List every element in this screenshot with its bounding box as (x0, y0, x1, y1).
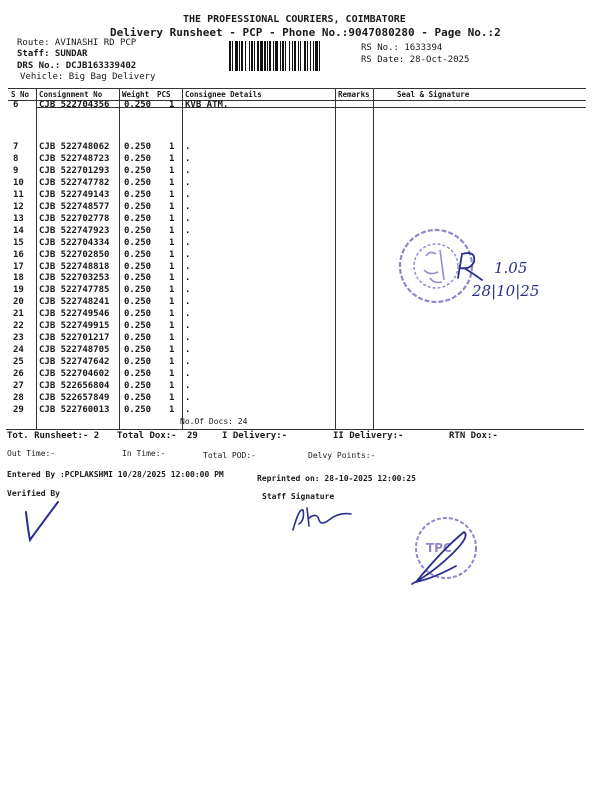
reprinted-on: Reprinted on: 28-10-2025 12:00:25 (257, 474, 416, 483)
svg-text:TPC: TPC (426, 541, 452, 555)
cell-sno: 25 (13, 357, 24, 368)
cell-sno: 28 (13, 392, 24, 403)
tot-runsheet: Tot. Runsheet:- 2 (7, 431, 100, 441)
table-row (0, 142, 590, 154)
table-row (0, 238, 590, 250)
cell-sno: 26 (13, 369, 24, 380)
cell-sno: 11 (13, 189, 24, 200)
cell-weight: 0.250 (124, 345, 152, 356)
cell-pcs: 1 (169, 357, 175, 368)
table-row (0, 154, 590, 166)
cell-weight: 0.250 (124, 285, 152, 296)
cell-pcs: 1 (169, 100, 175, 110)
cell-consignment: CJB 522760013 (39, 404, 110, 415)
col-header-consignee: Consignee Details (185, 90, 262, 99)
cell-sno: 21 (13, 309, 24, 320)
cell-sno: 23 (13, 333, 24, 344)
rtn-dox: RTN Dox:- (449, 431, 498, 441)
staff-signature (285, 500, 357, 536)
cell-weight: 0.250 (124, 213, 152, 224)
table-row (0, 393, 590, 405)
cell-consignee: . (185, 153, 191, 164)
cell-pcs: 1 (169, 249, 175, 260)
cell-sno: 17 (13, 261, 24, 272)
cell-weight: 0.250 (124, 321, 152, 332)
cell-weight: 0.250 (124, 153, 152, 164)
i-delivery: I Delivery:- (222, 431, 288, 441)
cell-pcs: 1 (169, 369, 175, 380)
delvy-points: Delvy Points:- (308, 451, 376, 460)
cell-consignee: . (185, 381, 191, 391)
cell-sno: 20 (13, 297, 24, 308)
cell-sno: 19 (13, 285, 24, 296)
handwritten-weight: 1.05 (494, 259, 528, 277)
cell-sno: 22 (13, 321, 24, 332)
cell-consignee: . (185, 189, 191, 200)
cell-pcs: 1 (169, 261, 175, 272)
cell-pcs: 1 (169, 225, 175, 236)
cell-pcs: 1 (169, 142, 175, 152)
cell-sno: 12 (13, 201, 24, 212)
cell-consignment: CJB 522701217 (39, 333, 110, 344)
cell-sno: 13 (13, 213, 24, 224)
cell-consignee: . (185, 213, 191, 224)
cell-pcs: 1 (169, 404, 175, 415)
cell-weight: 0.250 (124, 201, 152, 212)
table-row (0, 357, 590, 369)
cell-pcs: 1 (169, 381, 175, 391)
cell-consignment: CJB 522749915 (39, 321, 110, 332)
total-pod: Total POD:- (203, 451, 256, 460)
cell-consignee: . (185, 142, 191, 152)
handwritten-date: 28|10|25 (472, 282, 540, 300)
cell-weight: 0.250 (124, 249, 152, 260)
cell-pcs: 1 (169, 165, 175, 176)
runsheet-title: Delivery Runsheet - PCP - Phone No.:9047080280 - Page No.:2 (110, 26, 501, 39)
cell-pcs: 1 (169, 297, 175, 308)
cell-weight: 0.250 (124, 237, 152, 248)
table-row (0, 100, 590, 112)
entered-by: Entered By :PCPLAKSHMI 10/28/2025 12:00:00 PM (7, 470, 224, 479)
table-row (0, 321, 590, 333)
total-dox-value: 29 (187, 431, 198, 441)
cell-sno: 27 (13, 381, 24, 391)
table-row (0, 381, 590, 393)
cell-consignment: CJB 522701293 (39, 165, 110, 176)
cell-weight: 0.250 (124, 357, 152, 368)
cell-consignment: CJB 522748241 (39, 297, 110, 308)
table-row (0, 333, 590, 345)
cell-weight: 0.250 (124, 142, 152, 152)
cell-weight: 0.250 (124, 297, 152, 308)
cell-sno: 9 (13, 165, 19, 176)
table-row (0, 226, 590, 238)
cell-consignment: CJB 522748723 (39, 153, 110, 164)
cell-sno: 16 (13, 249, 24, 260)
cell-consignee: . (185, 177, 191, 188)
cell-consignee: . (185, 297, 191, 308)
col-header-consignment: Consignment No (39, 90, 103, 99)
cell-pcs: 1 (169, 333, 175, 344)
total-dox-label: Total Dox:- (117, 431, 177, 441)
cell-consignee: . (185, 309, 191, 320)
cell-consignee: . (185, 261, 191, 272)
cell-weight: 0.250 (124, 273, 152, 284)
cell-consignment: CJB 522748705 (39, 345, 110, 356)
cell-consignee: . (185, 392, 191, 403)
ii-delivery: II Delivery:- (333, 431, 404, 441)
cell-consignee: . (185, 225, 191, 236)
route-label: Route: AVINASHI RD PCP (17, 38, 137, 48)
col-header-weight: Weight (122, 90, 150, 99)
cell-pcs: 1 (169, 285, 175, 296)
cell-weight: 0.250 (124, 165, 152, 176)
drs-number: DRS No.: DCJB163339402 (17, 61, 137, 71)
cell-consignment: CJB 522657849 (39, 392, 110, 403)
cell-sno: 6 (13, 100, 19, 110)
cell-sno: 29 (13, 404, 24, 415)
cell-consignee: . (185, 201, 191, 212)
cell-consignment: CJB 522747923 (39, 225, 110, 236)
cell-sno: 24 (13, 345, 24, 356)
cell-consignee: . (185, 237, 191, 248)
cell-sno: 7 (13, 142, 19, 152)
cell-pcs: 1 (169, 189, 175, 200)
cell-pcs: 1 (169, 309, 175, 320)
company-stamp (404, 512, 484, 592)
table-row (0, 178, 590, 190)
cell-pcs: 1 (169, 153, 175, 164)
barcode (229, 41, 355, 71)
cell-pcs: 1 (169, 392, 175, 403)
vehicle-label: Vehicle: Big Bag Delivery (20, 72, 156, 82)
cell-sno: 18 (13, 273, 24, 284)
cell-consignment: CJB 522656804 (39, 381, 110, 391)
cell-consignment: CJB 522703253 (39, 273, 110, 284)
table-row (0, 202, 590, 214)
cell-consignment: CJB 522704334 (39, 237, 110, 248)
table-row (0, 166, 590, 178)
cell-weight: 0.250 (124, 100, 152, 110)
cell-weight: 0.250 (124, 309, 152, 320)
cell-consignee: . (185, 321, 191, 332)
cell-sno: 10 (13, 177, 24, 188)
staff-signature-label: Staff Signature (262, 492, 335, 501)
cell-consignment: CJB 522702850 (39, 249, 110, 260)
cell-weight: 0.250 (124, 392, 152, 403)
cell-consignment: CJB 522702778 (39, 213, 110, 224)
cell-consignee: KVB ATM. (185, 100, 229, 110)
cell-consignee: . (185, 273, 191, 284)
cell-consignee: . (185, 333, 191, 344)
cell-consignment: CJB 522747785 (39, 285, 110, 296)
cell-consignee: . (185, 357, 191, 368)
handwritten-initial (452, 248, 488, 284)
cell-pcs: 1 (169, 345, 175, 356)
table-row (0, 309, 590, 321)
out-time: Out Time:- (7, 449, 56, 458)
cell-consignment: CJB 522748062 (39, 142, 110, 152)
cell-consignee: . (185, 345, 191, 356)
cell-consignment: CJB 522748577 (39, 201, 110, 212)
cell-pcs: 1 (169, 213, 175, 224)
cell-pcs: 1 (169, 273, 175, 284)
company-name: THE PROFESSIONAL COURIERS, COIMBATORE (183, 14, 406, 25)
table-row (0, 405, 590, 417)
cell-consignment: CJB 522748818 (39, 261, 110, 272)
cell-pcs: 1 (169, 177, 175, 188)
cell-consignment: CJB 522704356 (39, 100, 110, 110)
cell-consignment: CJB 522749546 (39, 309, 110, 320)
cell-consignment: CJB 522749143 (39, 189, 110, 200)
rs-number: RS No.: 1633394 (361, 43, 443, 53)
cell-weight: 0.250 (124, 333, 152, 344)
cell-consignee: . (185, 249, 191, 260)
no-of-docs: No.Of Docs: 24 (180, 417, 248, 426)
in-time: In Time:- (122, 449, 166, 458)
cell-consignment: CJB 522704602 (39, 369, 110, 380)
col-header-remarks: Remarks (338, 90, 370, 99)
cell-weight: 0.250 (124, 369, 152, 380)
cell-consignee: . (185, 369, 191, 380)
cell-pcs: 1 (169, 201, 175, 212)
table-row (0, 345, 590, 357)
cell-consignment: CJB 522747642 (39, 357, 110, 368)
staff-label: Staff: SUNDAR (17, 49, 88, 59)
table-row (0, 214, 590, 226)
cell-weight: 0.250 (124, 404, 152, 415)
col-header-seal-signature: Seal & Signature (397, 90, 470, 99)
cell-sno: 14 (13, 225, 24, 236)
verified-by-signature (18, 496, 66, 548)
cell-pcs: 1 (169, 237, 175, 248)
table-row (0, 369, 590, 381)
col-header-sno: S No (11, 90, 30, 99)
cell-weight: 0.250 (124, 177, 152, 188)
cell-pcs: 1 (169, 321, 175, 332)
cell-sno: 8 (13, 153, 19, 164)
verified-by-label: Verified By (7, 489, 60, 498)
cell-weight: 0.250 (124, 189, 152, 200)
cell-consignee: . (185, 404, 191, 415)
cell-weight: 0.250 (124, 261, 152, 272)
cell-weight: 0.250 (124, 225, 152, 236)
col-header-pcs: PCS (157, 90, 171, 99)
cell-consignment: CJB 522747782 (39, 177, 110, 188)
cell-sno: 15 (13, 237, 24, 248)
cell-weight: 0.250 (124, 381, 152, 391)
rs-date: RS Date: 28-Oct-2025 (361, 55, 470, 65)
cell-consignee: . (185, 285, 191, 296)
cell-consignee: . (185, 165, 191, 176)
table-row (0, 190, 590, 202)
